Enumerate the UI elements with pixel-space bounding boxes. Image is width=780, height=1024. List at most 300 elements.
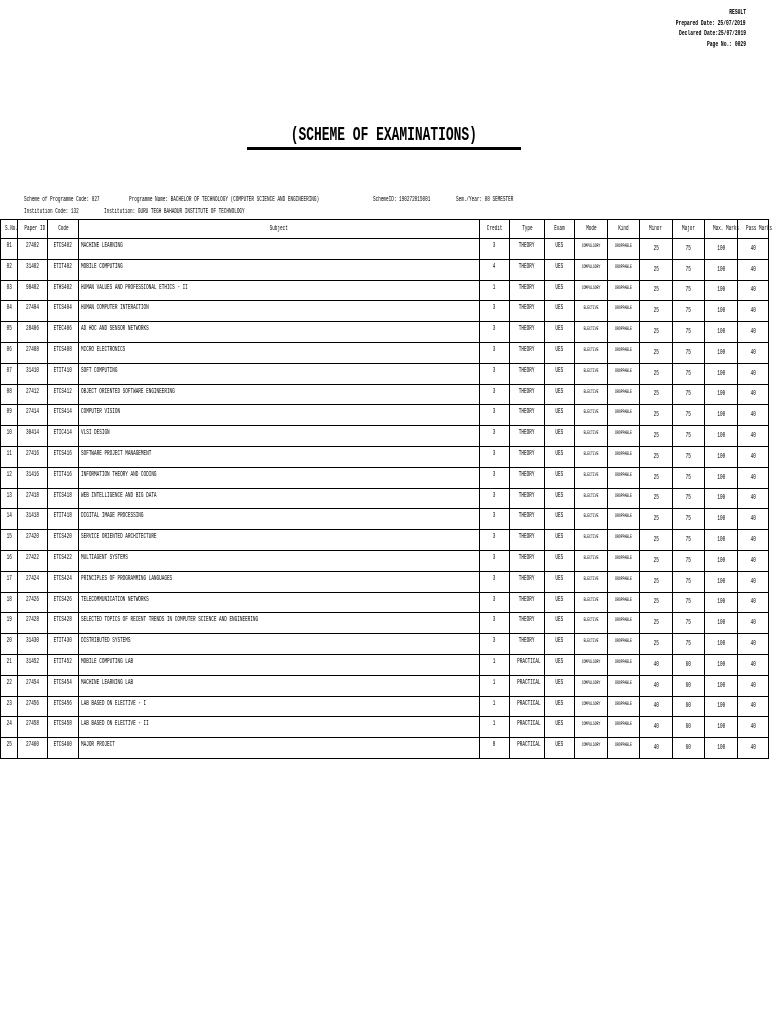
cell-subject: OBJECT ORIENTED SOFTWARE ENGINEERING — [79, 384, 480, 405]
cell-mode: ELECTIVE — [575, 467, 608, 488]
cell-kind: DROPPABLE — [608, 363, 640, 384]
cell-minor: 25 — [640, 426, 673, 447]
table-header-row — [1, 220, 769, 239]
cell-type: THEORY — [510, 634, 545, 655]
cell-pass-marks: 40 — [738, 446, 769, 467]
cell-pass-marks: 40 — [738, 301, 769, 322]
cell-subject: WEB INTELLIGENCE AND BIG DATA — [79, 488, 480, 509]
cell-credit: 3 — [480, 239, 510, 260]
cell-paper-id: 27460 — [18, 738, 48, 759]
cell-mode: ELECTIVE — [575, 363, 608, 384]
page-title: (SCHEME OF EXAMINATIONS) — [290, 124, 478, 146]
cell-mode: COMPULSORY — [575, 654, 608, 675]
cell-subject: COMPUTER VISION — [79, 405, 480, 426]
cell-mode: ELECTIVE — [575, 426, 608, 447]
page-title-wrap — [0, 124, 768, 150]
cell-pass-marks: 40 — [738, 509, 769, 530]
col-type: Type — [510, 220, 545, 239]
col-max-marks: Max. Marks — [705, 220, 738, 239]
cell-exam: UES — [545, 405, 575, 426]
col-credit: Credit — [480, 220, 510, 239]
cell-kind: DROPPABLE — [608, 239, 640, 260]
cell-max-marks: 100 — [705, 675, 738, 696]
cell-paper-id: 27402 — [18, 239, 48, 260]
cell-sno: 04 — [1, 301, 18, 322]
cell-credit: 3 — [480, 322, 510, 343]
cell-sno: 23 — [1, 696, 18, 717]
cell-major: 75 — [673, 446, 705, 467]
cell-exam: UES — [545, 530, 575, 551]
cell-code: ETIT410 — [48, 363, 79, 384]
cell-kind: DROPPABLE — [608, 717, 640, 738]
cell-major: 75 — [673, 488, 705, 509]
cell-sno: 14 — [1, 509, 18, 530]
document-meta — [633, 8, 746, 50]
cell-exam: UES — [545, 259, 575, 280]
table-row — [1, 696, 769, 717]
cell-type: THEORY — [510, 550, 545, 571]
cell-type: PRACTICAL — [510, 738, 545, 759]
table-row — [1, 301, 769, 322]
programme-name: Programme Name: BACHELOR OF TECHNOLOGY (COMPUTER SCIENCE AND ENGINEERING) — [129, 196, 320, 204]
cell-pass-marks: 40 — [738, 550, 769, 571]
cell-code: ETCS424 — [48, 571, 79, 592]
scheme-code: Scheme of Programme Code: 027 — [24, 196, 100, 204]
cell-pass-marks: 40 — [738, 530, 769, 551]
cell-minor: 25 — [640, 239, 673, 260]
table-row — [1, 467, 769, 488]
cell-sno: 02 — [1, 259, 18, 280]
cell-mode: COMPULSORY — [575, 259, 608, 280]
cell-paper-id: 31416 — [18, 467, 48, 488]
cell-code: ETCS456 — [48, 696, 79, 717]
cell-sno: 01 — [1, 239, 18, 260]
cell-mode: ELECTIVE — [575, 509, 608, 530]
cell-paper-id: 27418 — [18, 488, 48, 509]
table-row — [1, 342, 769, 363]
cell-major: 75 — [673, 384, 705, 405]
cell-exam: UES — [545, 613, 575, 634]
result-label: RESULT — [729, 9, 746, 17]
cell-mode: ELECTIVE — [575, 550, 608, 571]
scheme-id: SchemeID: 190272015001 — [373, 196, 431, 204]
cell-sno: 08 — [1, 384, 18, 405]
cell-max-marks: 100 — [705, 530, 738, 551]
cell-paper-id: 27456 — [18, 696, 48, 717]
cell-subject: SOFTWARE PROJECT MANAGEMENT — [79, 446, 480, 467]
cell-major: 75 — [673, 342, 705, 363]
cell-paper-id: 28406 — [18, 322, 48, 343]
cell-major: 60 — [673, 738, 705, 759]
cell-max-marks: 100 — [705, 654, 738, 675]
cell-mode: ELECTIVE — [575, 384, 608, 405]
cell-paper-id: 27424 — [18, 571, 48, 592]
col-kind: Kind — [608, 220, 640, 239]
table-row — [1, 280, 769, 301]
cell-mode: ELECTIVE — [575, 301, 608, 322]
cell-major: 75 — [673, 259, 705, 280]
cell-sno: 19 — [1, 613, 18, 634]
cell-mode: ELECTIVE — [575, 405, 608, 426]
cell-subject: SERVICE ORIENTED ARCHITECTURE — [79, 530, 480, 551]
cell-minor: 25 — [640, 613, 673, 634]
cell-sno: 15 — [1, 530, 18, 551]
cell-paper-id: 31452 — [18, 654, 48, 675]
cell-max-marks: 100 — [705, 488, 738, 509]
cell-minor: 25 — [640, 550, 673, 571]
col-pass-marks: Pass Marks — [738, 220, 769, 239]
table-row — [1, 322, 769, 343]
cell-minor: 25 — [640, 446, 673, 467]
cell-minor: 25 — [640, 592, 673, 613]
institution-name: Institution: GURU TEGH BAHADUR INSTITUTE OF TECHNOLOGY — [104, 207, 245, 216]
col-major: Major — [673, 220, 705, 239]
cell-mode: COMPULSORY — [575, 280, 608, 301]
cell-code: ETIT430 — [48, 634, 79, 655]
cell-type: THEORY — [510, 322, 545, 343]
cell-major: 75 — [673, 467, 705, 488]
cell-max-marks: 100 — [705, 301, 738, 322]
cell-max-marks: 100 — [705, 384, 738, 405]
cell-max-marks: 100 — [705, 342, 738, 363]
cell-code: ETHS402 — [48, 280, 79, 301]
cell-pass-marks: 40 — [738, 634, 769, 655]
table-row — [1, 634, 769, 655]
cell-major: 75 — [673, 550, 705, 571]
cell-kind: DROPPABLE — [608, 592, 640, 613]
cell-minor: 25 — [640, 488, 673, 509]
cell-type: THEORY — [510, 571, 545, 592]
cell-major: 75 — [673, 322, 705, 343]
cell-type: THEORY — [510, 613, 545, 634]
cell-kind: DROPPABLE — [608, 675, 640, 696]
cell-max-marks: 100 — [705, 717, 738, 738]
cell-minor: 40 — [640, 675, 673, 696]
cell-major: 75 — [673, 301, 705, 322]
cell-pass-marks: 40 — [738, 280, 769, 301]
cell-major: 75 — [673, 280, 705, 301]
cell-code: ETCS422 — [48, 550, 79, 571]
cell-type: THEORY — [510, 446, 545, 467]
cell-max-marks: 100 — [705, 634, 738, 655]
cell-subject: DISTRIBUTED SYSTEMS — [79, 634, 480, 655]
cell-exam: UES — [545, 634, 575, 655]
table-row — [1, 530, 769, 551]
cell-sno: 05 — [1, 322, 18, 343]
cell-credit: 3 — [480, 426, 510, 447]
cell-pass-marks: 40 — [738, 467, 769, 488]
cell-subject: PRINCIPLES OF PROGRAMMING LANGUAGES — [79, 571, 480, 592]
cell-major: 75 — [673, 405, 705, 426]
declared-date: Declared Date:25/07/2019 — [679, 30, 746, 38]
cell-major: 75 — [673, 592, 705, 613]
cell-credit: 4 — [480, 259, 510, 280]
cell-max-marks: 100 — [705, 613, 738, 634]
cell-code: ETCS416 — [48, 446, 79, 467]
cell-pass-marks: 40 — [738, 675, 769, 696]
cell-pass-marks: 40 — [738, 363, 769, 384]
cell-kind: DROPPABLE — [608, 634, 640, 655]
table-row — [1, 239, 769, 260]
cell-exam: UES — [545, 717, 575, 738]
col-paper-id: Paper ID — [18, 220, 48, 239]
cell-major: 60 — [673, 654, 705, 675]
cell-max-marks: 100 — [705, 696, 738, 717]
cell-credit: 1 — [480, 280, 510, 301]
cell-paper-id: 31430 — [18, 634, 48, 655]
table-row — [1, 488, 769, 509]
cell-mode: ELECTIVE — [575, 592, 608, 613]
cell-code: ETCS402 — [48, 239, 79, 260]
cell-minor: 40 — [640, 738, 673, 759]
cell-sno: 25 — [1, 738, 18, 759]
cell-minor: 25 — [640, 509, 673, 530]
cell-subject: MACHINE LEARNING — [79, 239, 480, 260]
cell-mode: ELECTIVE — [575, 322, 608, 343]
cell-max-marks: 100 — [705, 592, 738, 613]
cell-major: 75 — [673, 634, 705, 655]
cell-code: ETCS418 — [48, 488, 79, 509]
cell-pass-marks: 40 — [738, 322, 769, 343]
cell-minor: 25 — [640, 259, 673, 280]
cell-kind: DROPPABLE — [608, 467, 640, 488]
cell-credit: 3 — [480, 634, 510, 655]
cell-type: THEORY — [510, 301, 545, 322]
cell-subject: INFORMATION THEORY AND CODING — [79, 467, 480, 488]
page-number: Page No.: 0029 — [706, 40, 746, 49]
cell-subject: AD HOC AND SENSOR NETWORKS — [79, 322, 480, 343]
cell-kind: DROPPABLE — [608, 738, 640, 759]
cell-exam: UES — [545, 550, 575, 571]
cell-sno: 03 — [1, 280, 18, 301]
cell-type: PRACTICAL — [510, 654, 545, 675]
cell-code: ETIC414 — [48, 426, 79, 447]
cell-minor: 25 — [640, 342, 673, 363]
cell-major: 60 — [673, 675, 705, 696]
cell-paper-id: 31410 — [18, 363, 48, 384]
cell-subject: VLSI DESIGN — [79, 426, 480, 447]
cell-subject: SELECTED TOPICS OF RECENT TRENDS IN COMPUTER SCIENCE AND ENGINEERING — [79, 613, 480, 634]
cell-paper-id: 27426 — [18, 592, 48, 613]
cell-pass-marks: 40 — [738, 571, 769, 592]
table-row — [1, 571, 769, 592]
cell-sno: 07 — [1, 363, 18, 384]
cell-sno: 22 — [1, 675, 18, 696]
cell-kind: DROPPABLE — [608, 696, 640, 717]
cell-max-marks: 100 — [705, 239, 738, 260]
cell-pass-marks: 40 — [738, 488, 769, 509]
cell-credit: 3 — [480, 467, 510, 488]
cell-exam: UES — [545, 384, 575, 405]
cell-max-marks: 100 — [705, 259, 738, 280]
cell-credit: 1 — [480, 654, 510, 675]
cell-credit: 1 — [480, 675, 510, 696]
cell-credit: 3 — [480, 301, 510, 322]
col-exam: Exam — [545, 220, 575, 239]
cell-code: ETIT418 — [48, 509, 79, 530]
cell-paper-id: 31418 — [18, 509, 48, 530]
cell-type: THEORY — [510, 509, 545, 530]
cell-exam: UES — [545, 363, 575, 384]
cell-major: 75 — [673, 530, 705, 551]
cell-sno: 21 — [1, 654, 18, 675]
cell-exam: UES — [545, 654, 575, 675]
cell-kind: DROPPABLE — [608, 613, 640, 634]
cell-credit: 3 — [480, 550, 510, 571]
cell-subject: TELECOMMUNICATION NETWORKS — [79, 592, 480, 613]
cell-kind: DROPPABLE — [608, 654, 640, 675]
table-row — [1, 717, 769, 738]
cell-major: 60 — [673, 717, 705, 738]
cell-pass-marks: 40 — [738, 738, 769, 759]
cell-kind: DROPPABLE — [608, 259, 640, 280]
cell-credit: 3 — [480, 592, 510, 613]
cell-minor: 25 — [640, 530, 673, 551]
table-row — [1, 363, 769, 384]
cell-max-marks: 100 — [705, 738, 738, 759]
cell-credit: 3 — [480, 571, 510, 592]
cell-kind: DROPPABLE — [608, 571, 640, 592]
col-mode: Mode — [575, 220, 608, 239]
cell-kind: DROPPABLE — [608, 280, 640, 301]
cell-paper-id: 27422 — [18, 550, 48, 571]
table-row — [1, 592, 769, 613]
cell-subject: HUMAN COMPUTER INTERACTION — [79, 301, 480, 322]
col-minor: Minor — [640, 220, 673, 239]
cell-mode: ELECTIVE — [575, 342, 608, 363]
cell-credit: 3 — [480, 384, 510, 405]
cell-paper-id: 27412 — [18, 384, 48, 405]
cell-minor: 40 — [640, 696, 673, 717]
cell-subject: DIGITAL IMAGE PROCESSING — [79, 509, 480, 530]
cell-exam: UES — [545, 488, 575, 509]
cell-minor: 25 — [640, 363, 673, 384]
cell-kind: DROPPABLE — [608, 301, 640, 322]
cell-exam: UES — [545, 426, 575, 447]
cell-subject: MACHINE LEARNING LAB — [79, 675, 480, 696]
cell-type: THEORY — [510, 488, 545, 509]
table-row — [1, 654, 769, 675]
cell-type: PRACTICAL — [510, 696, 545, 717]
cell-pass-marks: 40 — [738, 342, 769, 363]
cell-minor: 40 — [640, 717, 673, 738]
cell-kind: DROPPABLE — [608, 446, 640, 467]
cell-minor: 40 — [640, 654, 673, 675]
cell-type: THEORY — [510, 405, 545, 426]
cell-major: 75 — [673, 509, 705, 530]
cell-sno: 09 — [1, 405, 18, 426]
table-row — [1, 446, 769, 467]
cell-mode: ELECTIVE — [575, 530, 608, 551]
cell-type: THEORY — [510, 280, 545, 301]
cell-subject: HUMAN VALUES AND PROFESSIONAL ETHICS - II — [79, 280, 480, 301]
prepared-date: Prepared Date: 25/07/2019 — [676, 19, 746, 28]
cell-sno: 10 — [1, 426, 18, 447]
cell-paper-id: 31402 — [18, 259, 48, 280]
cell-max-marks: 100 — [705, 467, 738, 488]
cell-paper-id: 27404 — [18, 301, 48, 322]
table-row — [1, 738, 769, 759]
cell-sno: 11 — [1, 446, 18, 467]
cell-code: ETIT416 — [48, 467, 79, 488]
cell-mode: COMPULSORY — [575, 239, 608, 260]
cell-type: THEORY — [510, 259, 545, 280]
cell-subject: LAB BASED ON ELECTIVE - II — [79, 717, 480, 738]
cell-minor: 25 — [640, 405, 673, 426]
cell-credit: 3 — [480, 363, 510, 384]
cell-credit: 1 — [480, 696, 510, 717]
cell-paper-id: 27454 — [18, 675, 48, 696]
col-code: Code — [48, 220, 79, 239]
cell-exam: UES — [545, 592, 575, 613]
table-row — [1, 613, 769, 634]
cell-kind: DROPPABLE — [608, 550, 640, 571]
cell-sno: 12 — [1, 467, 18, 488]
cell-code: ETCS404 — [48, 301, 79, 322]
cell-code: ETCS408 — [48, 342, 79, 363]
cell-sno: 16 — [1, 550, 18, 571]
cell-mode: COMPULSORY — [575, 696, 608, 717]
cell-credit: 3 — [480, 446, 510, 467]
cell-type: THEORY — [510, 426, 545, 447]
cell-mode: ELECTIVE — [575, 571, 608, 592]
cell-code: ETEC406 — [48, 322, 79, 343]
cell-minor: 25 — [640, 384, 673, 405]
cell-subject: MAJOR PROJECT — [79, 738, 480, 759]
cell-code: ETCS460 — [48, 738, 79, 759]
cell-exam: UES — [545, 342, 575, 363]
cell-kind: DROPPABLE — [608, 384, 640, 405]
cell-pass-marks: 40 — [738, 405, 769, 426]
cell-code: ETCS428 — [48, 613, 79, 634]
cell-minor: 25 — [640, 322, 673, 343]
cell-subject: MOBILE COMPUTING LAB — [79, 654, 480, 675]
cell-exam: UES — [545, 301, 575, 322]
cell-major: 75 — [673, 571, 705, 592]
cell-pass-marks: 40 — [738, 613, 769, 634]
cell-pass-marks: 40 — [738, 426, 769, 447]
cell-sno: 18 — [1, 592, 18, 613]
table-body — [1, 239, 769, 759]
cell-mode: COMPULSORY — [575, 738, 608, 759]
cell-max-marks: 100 — [705, 280, 738, 301]
cell-minor: 25 — [640, 467, 673, 488]
cell-subject: SOFT COMPUTING — [79, 363, 480, 384]
col-sno: S.No. — [1, 220, 18, 239]
cell-kind: DROPPABLE — [608, 530, 640, 551]
cell-kind: DROPPABLE — [608, 342, 640, 363]
cell-sno: 06 — [1, 342, 18, 363]
cell-kind: DROPPABLE — [608, 426, 640, 447]
cell-type: PRACTICAL — [510, 675, 545, 696]
cell-credit: 1 — [480, 717, 510, 738]
table-row — [1, 384, 769, 405]
cell-mode: ELECTIVE — [575, 634, 608, 655]
cell-minor: 25 — [640, 571, 673, 592]
cell-pass-marks: 40 — [738, 717, 769, 738]
cell-credit: 3 — [480, 613, 510, 634]
cell-subject: MOBILE COMPUTING — [79, 259, 480, 280]
cell-code: ETCS414 — [48, 405, 79, 426]
sem-year: Sem./Year: 08 SEMESTER — [456, 196, 514, 204]
cell-type: THEORY — [510, 363, 545, 384]
cell-type: THEORY — [510, 530, 545, 551]
cell-paper-id: 27428 — [18, 613, 48, 634]
cell-minor: 25 — [640, 634, 673, 655]
cell-major: 75 — [673, 239, 705, 260]
cell-max-marks: 100 — [705, 509, 738, 530]
cell-pass-marks: 40 — [738, 239, 769, 260]
